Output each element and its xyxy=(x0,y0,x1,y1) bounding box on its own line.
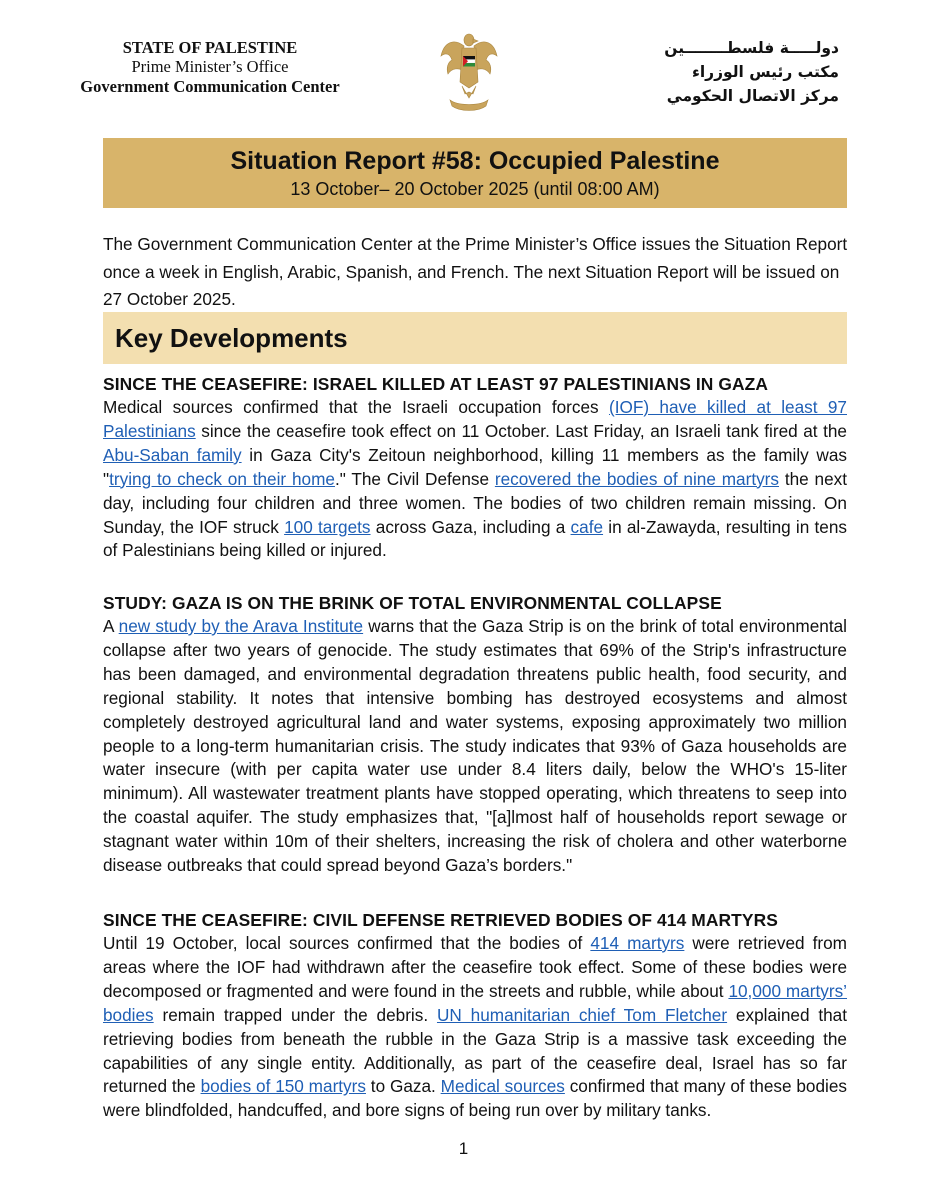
state-name-ar: دولـــــة فلسطــــــــين xyxy=(664,39,839,57)
report-date-range: 13 October– 20 October 2025 (until 08:00 AM) xyxy=(290,179,660,199)
text-run: were retrieved from areas where the IOF had withdrawn after the ceasefire took effect. Some of these bodies were decomposed or fragmented and were found in the streets and rubble, while about xyxy=(103,933,847,1001)
section-body xyxy=(103,615,847,878)
link-arava-study[interactable]: new study by the Arava Institute xyxy=(118,616,364,636)
palestine-eagle-emblem-icon xyxy=(438,28,500,116)
page-number: 1 xyxy=(458,1139,469,1158)
letterhead-arabic xyxy=(599,36,839,108)
section-heading: SINCE THE CEASEFIRE: ISRAEL KILLED AT LEAST 97 PALESTINIANS IN GAZA xyxy=(103,374,769,394)
section-heading: SINCE THE CEASEFIRE: CIVIL DEFENSE RETRIEVED BODIES OF 414 MARTYRS xyxy=(103,910,778,930)
link-check-on-home[interactable]: trying to check on their home xyxy=(109,468,335,489)
text-run: ." The Civil Defense xyxy=(334,468,495,489)
key-developments-heading: Key Developments xyxy=(115,323,348,353)
section-environmental-collapse xyxy=(103,591,847,878)
text-run: A xyxy=(103,616,119,636)
link-10000-martyrs-bodies[interactable]: 10,000 martyrs’ bodies xyxy=(103,980,848,1025)
link-cafe[interactable]: cafe xyxy=(570,516,604,537)
intro-paragraph: The Government Communication Center at the Prime Minister’s Office issues the Situation Report once a week in English, Arabic, Spanish, and French. The next Situation Report will be issued on 27 October 2025. xyxy=(103,234,848,309)
report-title: Situation Report #58: Occupied Palestine xyxy=(230,147,720,175)
link-100-targets[interactable]: 100 targets xyxy=(284,516,371,537)
link-medical-sources[interactable]: Medical sources xyxy=(440,1076,565,1097)
link-bodies-150-martyrs[interactable]: bodies of 150 martyrs xyxy=(200,1076,366,1097)
text-run: to Gaza. xyxy=(365,1076,441,1097)
link-un-tom-fletcher[interactable]: UN humanitarian chief Tom Fletcher xyxy=(436,1004,728,1025)
text-run: confirmed that many of these bodies were blindfolded, handcuffed, and bore signs of being run over by military tanks. xyxy=(103,1076,847,1121)
section-civil-defense-bodies xyxy=(103,908,847,1123)
link-iof-killed-97[interactable]: (IOF) have killed at least 97 Palestinians xyxy=(103,397,847,441)
link-recovered-bodies[interactable]: recovered the bodies of nine martyrs xyxy=(494,468,780,489)
report-title-band xyxy=(103,138,847,208)
key-developments-band xyxy=(103,312,847,364)
link-abu-saban-family[interactable]: Abu-Saban family xyxy=(103,444,242,465)
text-run: in Gaza City's Zeitoun neighborhood, killing 11 members as the family was " xyxy=(103,444,847,489)
state-name: STATE OF PALESTINE xyxy=(122,38,298,57)
text-run: remain trapped under the debris. xyxy=(153,1004,437,1025)
center-name-ar: مركز الاتصال الحكومي xyxy=(666,87,839,105)
text-run: warns that the Gaza Strip is on the brink of total environmental collapse after two years of genocide. The study estimates that 69% of the Strip's infrastructure has been damaged, and environmental degradation threatens public health, food security, and regional stability. It notes that intensive bombing has destroyed ecosystems and almost completely destroyed agricultural land and water systems, exposing approximately two million people to a long-term humanitarian crisis. The study indicates that 93% of Gaza households are water insecure (with per capita water use under 8.4 liters daily, below the WHO's 15-liter minimum). All wastewater treatment plants have stopped operating, which threatens to seep into the coastal aquifer. The study emphasizes that, "[a]lmost half of households report sewage or stagnant water within 10m of their shelters, increasing the risk of cholera and other waterborne disease outbreaks that could spread beyond Gaza’s borders." xyxy=(103,616,847,876)
office-name: Prime Minister’s Office xyxy=(131,57,289,76)
center-name: Government Communication Center xyxy=(80,77,340,96)
text-run: explained that retrieving bodies from beneath the rubble in the Gaza Strip is a massive task exceeding the capabilities of any single entity. Additionally, as part of the ceasefire deal, Israel has so far returned the xyxy=(103,1004,848,1097)
text-run: since the ceasefire took effect on 11 October. Last Friday, an Israeli tank fired at the xyxy=(195,420,847,441)
section-ceasefire-killed xyxy=(103,372,847,563)
section-body xyxy=(103,932,847,1123)
link-414-martyrs[interactable]: 414 martyrs xyxy=(590,933,685,953)
text-run: Medical sources confirmed that the Israeli occupation forces xyxy=(103,397,609,417)
section-heading: STUDY: GAZA IS ON THE BRINK OF TOTAL ENVIRONMENTAL COLLAPSE xyxy=(103,593,722,613)
letterhead-english xyxy=(60,38,360,97)
text-run: the next day, including four children and three women. The bodies of two children remain missing. On Sunday, the IOF struck xyxy=(103,468,848,537)
text-run: across Gaza, including a xyxy=(370,516,571,537)
letterhead xyxy=(0,0,927,125)
text-run: in al-Zawayda, resulting in tens of Palestinians being killed or injured. xyxy=(103,516,847,561)
office-name-ar: مكتب رئيس الوزراء xyxy=(691,63,839,81)
text-run: Until 19 October, local sources confirmed that the bodies of xyxy=(103,933,591,953)
section-body xyxy=(103,396,847,563)
